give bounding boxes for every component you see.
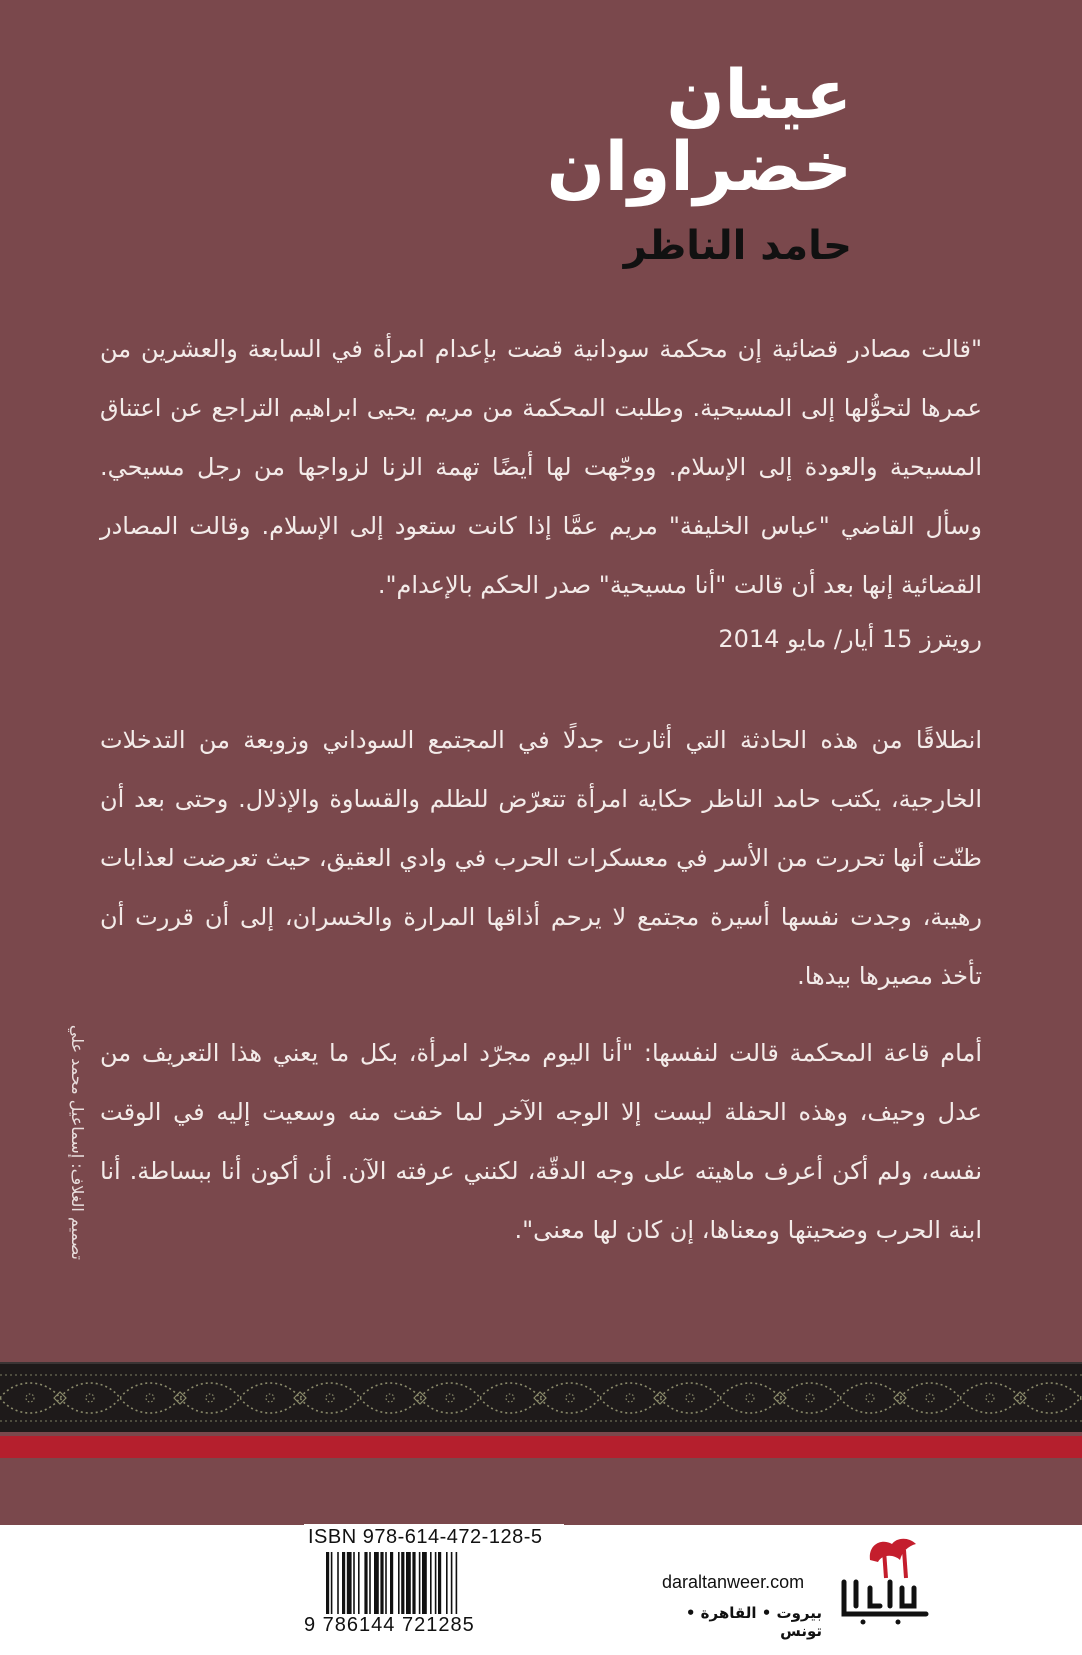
barcode-icon (326, 1552, 546, 1614)
book-title-line-1: عينان (666, 56, 852, 135)
barcode-bar (374, 1552, 379, 1614)
barcode-bar (401, 1552, 404, 1614)
barcode-bar (422, 1552, 427, 1614)
barcode-bar (380, 1552, 383, 1614)
barcode-bar (406, 1552, 411, 1614)
barcode-bar (358, 1552, 360, 1614)
red-stripe (0, 1436, 1082, 1458)
publisher-logo-icon (830, 1530, 940, 1630)
barcode-bar (337, 1552, 339, 1614)
book-title-line-2: خضراوان (546, 128, 852, 207)
publisher-website: daraltanweer.com (662, 1572, 805, 1592)
barcode-bar (419, 1552, 421, 1614)
barcode-bar (353, 1552, 355, 1614)
barcode-bar (456, 1552, 458, 1614)
barcode-bar (412, 1552, 415, 1614)
barcode-bar (398, 1552, 400, 1614)
barcode-bar (451, 1552, 453, 1614)
barcode-bar (446, 1552, 448, 1614)
author-name: حامد الناظر (623, 223, 852, 269)
description-paragraph-1: انطلاقًا من هذه الحادثة التي أثارت جدلًا في المجتمع السوداني وزوبعة من التدخلات الخارجية، يكتب حامد الناظر حكاية امرأة تتعرّض للظلم والقساوة والإذلال. وحتى بعد أن ظنّت أنها تحررت من الأسر في معسكرات الحرب في وادي العقيق، حيث تعرضت لعذابات رهيبة، وجدت نفسها أسيرة مجتمع لا يرحم أذاقها المرارة والخسران، إلى أن قررت أن تأخذ مصيرها بيدها. (100, 726, 982, 990)
description-paragraph-2: أمام قاعة المحكمة قالت لنفسها: "أنا اليوم مجرّد امرأة، بكل ما يعني هذا التعريف من عدل وحيف، وهذه الحفلة ليست إلا الوجه الآخر لما خفت منه وسعيت إليه في الوقت نفسه، ولم أكن أعرف ماهيته على وجه الدقّة، لكنني عرفته الآن. أن أكون أنا ببساطة. أنا ابنة الحرب وضحيتها ومعناها، إن كان لها معنى". (100, 1039, 982, 1244)
barcode-bar (390, 1552, 393, 1614)
isbn-label: ISBN 978-614-472-128-5 (308, 1526, 543, 1548)
barcode-bar (326, 1552, 329, 1614)
ornament-pattern (0, 1372, 1082, 1424)
barcode-bar (364, 1552, 367, 1614)
blurb-text (100, 320, 982, 1260)
barcode-bar (369, 1552, 371, 1614)
barcode-bar (342, 1552, 345, 1614)
barcode-bar (430, 1552, 432, 1614)
barcode-bar (347, 1552, 352, 1614)
title-block (432, 56, 852, 270)
barcode-digits: 9 786144 721285 (304, 1614, 475, 1636)
barcode-bar (385, 1552, 387, 1614)
cover-design-credit: تصميم الغلاف: إسماعيل محمد علي (68, 1024, 87, 1260)
news-quote: "قالت مصادر قضائية إن محكمة سودانية قضت بإعدام امرأة في السابعة والعشرين من عمرها لتحوُّلها إلى المسيحية. وطلبت المحكمة من مريم يحيى ابراهيم التراجع عن اعتناق المسيحية والعودة إلى الإسلام. ووجّهت لها أيضًا تهمة الزنا لزواجها من رجل مسيحي. وسأل القاضي "عباس الخليفة" مريم عمَّا إذا كانت ستعود إلى الإسلام. وقالت المصادر القضائية إنها بعد أن قالت "أنا مسيحية" صدر الحكم بالإعدام". (100, 335, 982, 599)
barcode-bar (331, 1552, 333, 1614)
barcode-bar (438, 1552, 441, 1614)
cover-design-credit-wrap (66, 1000, 96, 1290)
publisher-cities: بيروت • القاهرة • تونس (685, 1604, 822, 1640)
barcode-bar (435, 1552, 437, 1614)
quote-source: رويترز 15 أيار/ مايو 2014 (718, 625, 982, 653)
barcode-box (304, 1524, 564, 1639)
